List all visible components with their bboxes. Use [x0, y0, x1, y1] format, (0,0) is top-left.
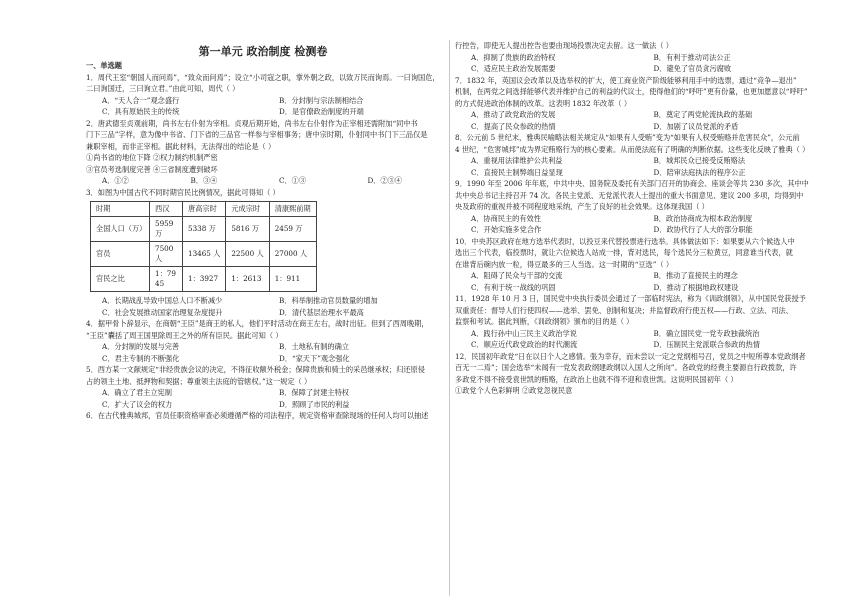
q11-option-d: D．压制民主党派联合参政的热情 [653, 340, 760, 349]
table-row [91, 217, 317, 242]
q6-option-b: B．有利于推动司法公正 [653, 52, 731, 62]
q9-line-1: 9．1990 年至 2006 年年底，中共中央、国务院及委托有关部门召开的协商会、座谈会等共 230 多次，其中中 [455, 179, 809, 188]
q7-line-2: 机制，在两党之间选择能够代表并维护自己的利益的代议士，使得他们的“呼吁”更有份量，也更加愿意以“呼吁” [455, 87, 808, 96]
q11-option-a: A．践行孙中山三民主义政治学说 [471, 328, 577, 338]
q10-line-1: 10．中央苏区政府在地方选举代表时，以投豆来代替投票进行选举。具体做法如下：如果要从六个候选人中 [455, 236, 795, 246]
q9-option-b: B．政治协商成为根本政治制度 [653, 213, 753, 223]
q10-option-d: D．推动了根据地政权建设 [653, 282, 739, 292]
table-cell: 官民之比 [91, 267, 150, 292]
table-cell: 官员 [91, 242, 150, 267]
q5-line-2: 占的领主土地、抵押物和契据；尊重领主法庭的管辖权。”这一规定（ ） [86, 376, 312, 386]
q7-options [455, 109, 820, 132]
q2-option-d: D．②③④ [367, 176, 403, 185]
q3-option-b: B．科举制推动官员数量的增加 [279, 296, 378, 305]
q2-line-4: ①尚书省的地位下降 ②权力制约机制严密 [86, 153, 218, 162]
q8-option-b: B．城邦民众已接受反贿赂法 [653, 156, 746, 165]
q5-option-b: B．保障了封建主特权 [279, 388, 349, 397]
q12-line-3: 多政党不得不接受袁世凯的贿赂，在政治上也就不得不迎和袁世凯。这说明民国初年（ ） [455, 374, 738, 384]
q2-options [86, 175, 440, 187]
q10-option-b: B．推动了直接民主的理念 [653, 271, 738, 280]
q5-line-1: 5．西方某一文献规定“非经贵族会议的决定，不得征收额外税金；保障贵族和骑士的采邑继承权；归还原侵 [86, 365, 425, 374]
table-header-cell: 唐高宗时 [183, 202, 226, 217]
table-header-cell: 时期 [91, 202, 150, 217]
q10-option-a: A．阻碍了民众与干部的交流 [471, 271, 563, 280]
q3-options [86, 295, 440, 318]
q3-option-c: C．社会发展推动国家治理复杂度提升 [102, 307, 223, 317]
q12-line-2: 百无一二焉”；国会选举“未闻有一党发表政纲建政纲以入国人之所向”。各政党的经费主要源自行政拨款，许 [455, 363, 797, 372]
q2-option-c: C．①③ [279, 176, 307, 185]
table-cell: 5338 万 [183, 217, 226, 242]
q1-option-c: C．具有原始民主的传统 [102, 107, 180, 116]
q7-option-b: B．奠定了两党轮流执政的基础 [653, 110, 753, 119]
q4-option-d: D．“家天下”观念强化 [279, 353, 350, 363]
q2-line-3: 兼职宰相，而非正宰相。据此材料，无法得出的结论是（ ） [86, 141, 276, 151]
table-row [91, 242, 317, 267]
table-row [91, 267, 317, 292]
table-cell: 1：3927 [183, 267, 226, 292]
q2-line-5: ③官员考选制度完善 ④三省制度遭到破坏 [86, 164, 218, 174]
q4-option-a: A．分封制的发展与完善 [102, 342, 180, 351]
table-cell: 全国人口（万） [91, 217, 150, 242]
q6-option-a: A．抑制了贵族的政治特权 [471, 52, 556, 62]
q2-line-2: 门下三品”字样，意为像中书省、门下省的三品官一样参与宰相事务；唐中宗时期，仆射同中书门下三品仅是 [86, 130, 428, 139]
q5-option-d: D．照顾了市民的利益 [279, 399, 350, 409]
q8-options [455, 155, 820, 178]
q9-line-2: 共中央总书记主持召开 74 次。各民主党派、无党派代表人士提出的重大书面意见、建议 200 多项，均得到中 [455, 190, 804, 200]
q1-option-d: D．是官僚政治制度的开端 [279, 107, 364, 116]
q2-option-b: B．③④ [190, 176, 218, 185]
q10-line-2: 选出三个代表，临投票时，就让六位候选人站成一排，背对选民，每个选民分三粒黄豆，同意谁当代表，就 [455, 248, 793, 257]
q10-line-3: 在谁背后碗内放一粒，得豆最多的三人当选。这一时期的“豆选”（ ） [455, 259, 674, 269]
table-header-cell: 西汉 [150, 202, 183, 217]
q4-line-2: “王臣”囊括了周王国里除周王之外的所有臣民。据此可知（ ） [86, 330, 283, 340]
table-header-cell: 清康熙前期 [269, 202, 316, 217]
q11-option-c: C．顺应近代政党政治的时代潮流 [471, 340, 578, 349]
q1-line-1: 1．周代王室“朝国人而问焉”，“致众而问焉”；设立“小司寇之职，掌外朝之政，以致万民而询焉。一曰询国危， [86, 72, 440, 82]
column-divider [449, 40, 450, 596]
q12-line-1: 12．民国初年政党“日在以日个人之感情。張为幸存，而未尝以一定之党纲相号召，党员之中短所尊本党政纲者 [455, 351, 806, 361]
q2-line-1: 2．唐武德至贞观前期，尚书左右仆射为宰相。贞观后期开始，尚书左右仆射作为正宰相还需附加“同中书 [86, 118, 418, 128]
q6-line-1: 6．在古代雅典城邦，官员任职资格审查必须遵循严格的司法程序，规定资格审查除现场的任何人均可以抽述 [86, 411, 429, 420]
q5-option-c: C．扩大了议会的权力 [102, 399, 173, 409]
table-cell: 5959 万 [150, 217, 183, 242]
q3-option-d: D．清代基层治理水平最高 [279, 307, 364, 317]
right-column [455, 40, 820, 397]
q6-option-d: D．避免了官员贪污腐败 [653, 64, 732, 73]
q3-stem: 3．如图为中国古代不同时期官民比例情况，据此可得知（ ） [86, 187, 280, 197]
q11-option-b: B．确立国民党一党专政独裁统治 [653, 328, 760, 338]
q4-options [86, 341, 440, 364]
page-title: 第一单元 政治制度 检测卷 [198, 45, 328, 58]
q12-line-4: ①政党个人色彩鲜明 ②政党忽视民意 [455, 386, 573, 395]
q1-option-a: A．“天人合一”观念盛行 [102, 95, 180, 105]
q1-options [86, 95, 440, 118]
table-cell: 1：7945 [150, 267, 183, 292]
q7-option-a: A．推动了政党政治的发展 [471, 110, 556, 119]
table-cell: 1：2613 [226, 267, 269, 292]
q8-line-1: 8．公元前 5 世纪末，雅典民喻略法相关规定从“如果有人受贿”变为“如果有人权受贿赂并危害民众”，公元前 [455, 133, 800, 142]
q3-table [90, 201, 317, 292]
table-cell: 5816 万 [226, 217, 269, 242]
q8-option-c: C．直接民主制弊端日益显现 [471, 167, 563, 177]
q1-option-b: B．分封制与宗法制相结合 [279, 95, 364, 105]
q6-cont-line-1: 行控告，即使无人提出控告也要由现场投票决定去留。这一做法（ ） [455, 41, 673, 50]
table-header-row [91, 202, 317, 217]
table-cell: 7500 人 [150, 242, 183, 267]
q11-options [455, 328, 820, 351]
left-column [86, 60, 440, 422]
q7-line-3: 的方式促进政治体制的改革。这表明 1832 年改革（ ） [455, 98, 632, 108]
q4-option-b: B．土地私有制的确立 [279, 342, 349, 351]
q8-line-2: 4 世纪，“危害城邦”成为界定贿赂行为的核心要素。从而使法庭有了明确的判断依据。这些变化反映了雅典（ ） [455, 144, 810, 154]
q4-option-c: C．君主专制的不断强化 [102, 353, 180, 363]
q4-line-1: 4．据甲骨卜辞显示，在商朝“王臣”是商王的私人，他们平时活动在商王左右，战时出征。但到了西周晚期， [86, 319, 429, 328]
q9-option-a: A．协商民主的有效性 [471, 213, 541, 223]
table-cell: 13465 人 [183, 242, 226, 267]
q11-line-3: 监察和考试。据此判断，《训政纲领》颁布的目的是（ ） [455, 317, 634, 326]
q9-option-d: D．政协代行了人大的部分职能 [653, 225, 753, 234]
q2-option-a: A．①② [102, 176, 129, 185]
q10-options [455, 270, 820, 293]
q11-line-1: 11．1928 年 10 月 3 日，国民党中央执行委员会通过了一部临时宪法，称为《训政纲领》，从中国民党获授予 [455, 294, 806, 303]
table-cell: 1：911 [269, 267, 316, 292]
q11-line-2: 双重责任：督导人们行使四权——选举、罢免、创制和复决；并监督政府行使五权——行政、立法、司法、 [455, 305, 793, 315]
q6-option-c: C．适应民主政治发展需要 [471, 64, 556, 73]
q5-options [86, 387, 440, 410]
table-cell: 2459 万 [269, 217, 316, 242]
table-cell: 27000 人 [269, 242, 316, 267]
q3-option-a: A．长期战乱导致中国总人口不断减少 [102, 296, 223, 305]
q8-option-d: D．陪审法庭执法的程序公正 [653, 167, 746, 177]
q9-option-c: C．开始实施多党合作 [471, 225, 542, 234]
table-header-cell: 元成宗时 [226, 202, 269, 217]
table-cell: 22500 人 [226, 242, 269, 267]
section-heading: 一、单选题 [86, 61, 122, 70]
q1-line-2: 二曰询国迁，三曰询立君。”由此可知，周代（ ） [86, 84, 240, 93]
q10-option-c: C．有利于统一战线的巩固 [471, 282, 556, 292]
q7-line-1: 7．1832 年，英国议会改革以及选举权的扩大，使工商业资产阶级能够利用手中的选票，通过“竞争—退出” [455, 75, 797, 85]
q8-option-a: A．重视用法律维护公共利益 [471, 156, 563, 165]
q9-options [455, 213, 820, 236]
q7-option-c: C．提高了民众参政的热情 [471, 121, 556, 131]
q6-options [455, 52, 820, 75]
q5-option-a: A．确立了君主立宪制 [102, 388, 172, 397]
q7-option-d: D．加剧了议员党派的矛盾 [653, 121, 739, 131]
q9-line-3: 央及政府的重视并被不同程度地采纳，产生了良好的社会效果。这体现我国（ ） [455, 202, 709, 211]
